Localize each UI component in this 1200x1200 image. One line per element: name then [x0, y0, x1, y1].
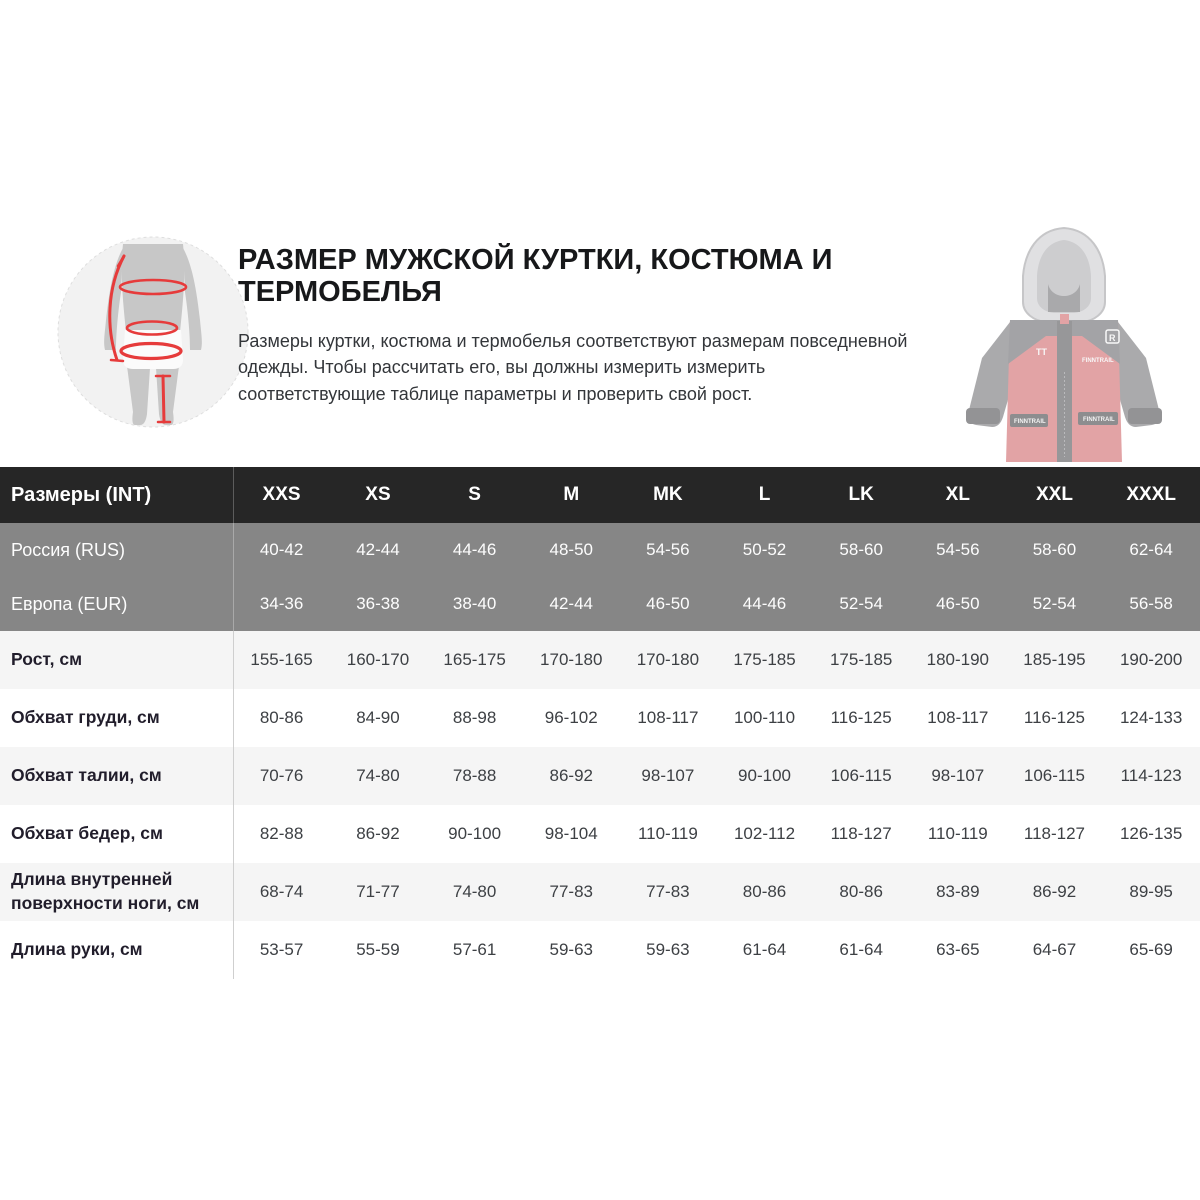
page-title: РАЗМЕР МУЖСКОЙ КУРТКИ, КОСТЮМА И ТЕРМОБЕЛЬЯ: [238, 244, 833, 309]
size-value-cell: 110-119: [620, 805, 717, 863]
size-value-cell: 116-125: [1006, 689, 1103, 747]
size-value-cell: 160-170: [330, 631, 427, 689]
size-value-cell: 180-190: [909, 631, 1006, 689]
size-value-cell: 36-38: [330, 577, 427, 631]
size-value-cell: 64-67: [1006, 921, 1103, 979]
size-value-cell: 59-63: [523, 921, 620, 979]
size-column-header: S: [426, 467, 523, 523]
size-value-cell: 74-80: [330, 747, 427, 805]
row-label: Длина руки, см: [0, 921, 233, 979]
row-label: Обхват талии, см: [0, 747, 233, 805]
jacket-product-image: [948, 222, 1180, 467]
size-column-header: MK: [620, 467, 717, 523]
size-value-cell: 126-135: [1103, 805, 1200, 863]
size-value-cell: 100-110: [716, 689, 813, 747]
table-row: [0, 523, 1200, 577]
table-row: [0, 747, 1200, 805]
svg-text:FINNTRAIL: FINNTRAIL: [1083, 417, 1115, 423]
size-value-cell: 53-57: [233, 921, 330, 979]
size-value-cell: 96-102: [523, 689, 620, 747]
size-value-cell: 61-64: [813, 921, 910, 979]
size-value-cell: 80-86: [716, 863, 813, 921]
size-value-cell: 89-95: [1103, 863, 1200, 921]
size-value-cell: 55-59: [330, 921, 427, 979]
row-label: Обхват груди, см: [0, 689, 233, 747]
size-table-section: [0, 467, 1200, 979]
size-value-cell: 118-127: [813, 805, 910, 863]
size-value-cell: 58-60: [1006, 523, 1103, 577]
size-value-cell: 155-165: [233, 631, 330, 689]
size-value-cell: 108-117: [909, 689, 1006, 747]
svg-text:TT: TT: [1036, 347, 1047, 357]
size-value-cell: 83-89: [909, 863, 1006, 921]
size-value-cell: 80-86: [233, 689, 330, 747]
size-value-cell: 98-107: [909, 747, 1006, 805]
size-value-cell: 80-86: [813, 863, 910, 921]
size-column-header: XXXL: [1103, 467, 1200, 523]
size-value-cell: 34-36: [233, 577, 330, 631]
size-value-cell: 61-64: [716, 921, 813, 979]
table-row: [0, 577, 1200, 631]
size-value-cell: 74-80: [426, 863, 523, 921]
size-value-cell: 86-92: [1006, 863, 1103, 921]
table-row: [0, 689, 1200, 747]
table-row: [0, 863, 1200, 921]
size-value-cell: 90-100: [716, 747, 813, 805]
size-value-cell: 88-98: [426, 689, 523, 747]
size-value-cell: 170-180: [620, 631, 717, 689]
row-label: Россия (RUS): [0, 523, 233, 577]
size-value-cell: 82-88: [233, 805, 330, 863]
size-value-cell: 98-107: [620, 747, 717, 805]
row-label: Длина внутренней поверхности ноги, см: [0, 863, 233, 921]
size-value-cell: 50-52: [716, 523, 813, 577]
size-column-header: L: [716, 467, 813, 523]
size-value-cell: 77-83: [523, 863, 620, 921]
size-column-header: M: [523, 467, 620, 523]
body-measurement-diagram: [57, 236, 249, 428]
size-value-cell: 56-58: [1103, 577, 1200, 631]
size-value-cell: 98-104: [523, 805, 620, 863]
intro-section: [238, 244, 928, 407]
size-value-cell: 57-61: [426, 921, 523, 979]
size-value-cell: 165-175: [426, 631, 523, 689]
size-value-cell: 124-133: [1103, 689, 1200, 747]
size-value-cell: 175-185: [813, 631, 910, 689]
size-value-cell: 52-54: [1006, 577, 1103, 631]
size-value-cell: 114-123: [1103, 747, 1200, 805]
size-value-cell: 54-56: [909, 523, 1006, 577]
size-value-cell: 108-117: [620, 689, 717, 747]
size-value-cell: 59-63: [620, 921, 717, 979]
row-label: Рост, см: [0, 631, 233, 689]
table-row: [0, 631, 1200, 689]
size-value-cell: 62-64: [1103, 523, 1200, 577]
size-value-cell: 58-60: [813, 523, 910, 577]
svg-text:R: R: [1109, 333, 1116, 343]
jacket-icon: [948, 222, 1180, 467]
size-table-body: [0, 523, 1200, 979]
svg-text:FINNTRAIL: FINNTRAIL: [1082, 358, 1114, 364]
page-description: Размеры куртки, костюма и термобелья соответствуют размерам повседневной одежды. Чтобы рассчитать его, вы должны измерить измерить соответствующие таблице параметры и проверить свой рост.: [238, 330, 908, 404]
size-value-cell: 84-90: [330, 689, 427, 747]
size-column-header: XXL: [1006, 467, 1103, 523]
size-value-cell: 116-125: [813, 689, 910, 747]
size-value-cell: 46-50: [909, 577, 1006, 631]
size-value-cell: 38-40: [426, 577, 523, 631]
size-value-cell: 52-54: [813, 577, 910, 631]
size-value-cell: 71-77: [330, 863, 427, 921]
size-value-cell: 54-56: [620, 523, 717, 577]
size-column-header: XL: [909, 467, 1006, 523]
size-value-cell: 63-65: [909, 921, 1006, 979]
size-table: [0, 467, 1200, 979]
size-column-header: XS: [330, 467, 427, 523]
size-value-cell: 106-115: [813, 747, 910, 805]
size-value-cell: 175-185: [716, 631, 813, 689]
table-row: [0, 921, 1200, 979]
size-column-header: LK: [813, 467, 910, 523]
size-value-cell: 48-50: [523, 523, 620, 577]
size-header-row: [0, 467, 1200, 523]
size-value-cell: 78-88: [426, 747, 523, 805]
size-value-cell: 118-127: [1006, 805, 1103, 863]
row-label: Обхват бедер, см: [0, 805, 233, 863]
size-column-header: XXS: [233, 467, 330, 523]
size-value-cell: 44-46: [716, 577, 813, 631]
size-value-cell: 102-112: [716, 805, 813, 863]
size-value-cell: 86-92: [523, 747, 620, 805]
size-value-cell: 110-119: [909, 805, 1006, 863]
svg-text:FINNTRAIL: FINNTRAIL: [1014, 419, 1046, 425]
size-value-cell: 70-76: [233, 747, 330, 805]
size-value-cell: 68-74: [233, 863, 330, 921]
size-value-cell: 90-100: [426, 805, 523, 863]
size-header-label: Размеры (INT): [0, 467, 233, 523]
table-row: [0, 805, 1200, 863]
size-value-cell: 77-83: [620, 863, 717, 921]
size-value-cell: 44-46: [426, 523, 523, 577]
size-value-cell: 190-200: [1103, 631, 1200, 689]
row-label: Европа (EUR): [0, 577, 233, 631]
size-value-cell: 42-44: [523, 577, 620, 631]
size-value-cell: 106-115: [1006, 747, 1103, 805]
size-value-cell: 42-44: [330, 523, 427, 577]
size-value-cell: 170-180: [523, 631, 620, 689]
size-value-cell: 86-92: [330, 805, 427, 863]
size-value-cell: 185-195: [1006, 631, 1103, 689]
measurement-figure-icon: [57, 236, 249, 428]
size-value-cell: 46-50: [620, 577, 717, 631]
size-value-cell: 65-69: [1103, 921, 1200, 979]
size-value-cell: 40-42: [233, 523, 330, 577]
